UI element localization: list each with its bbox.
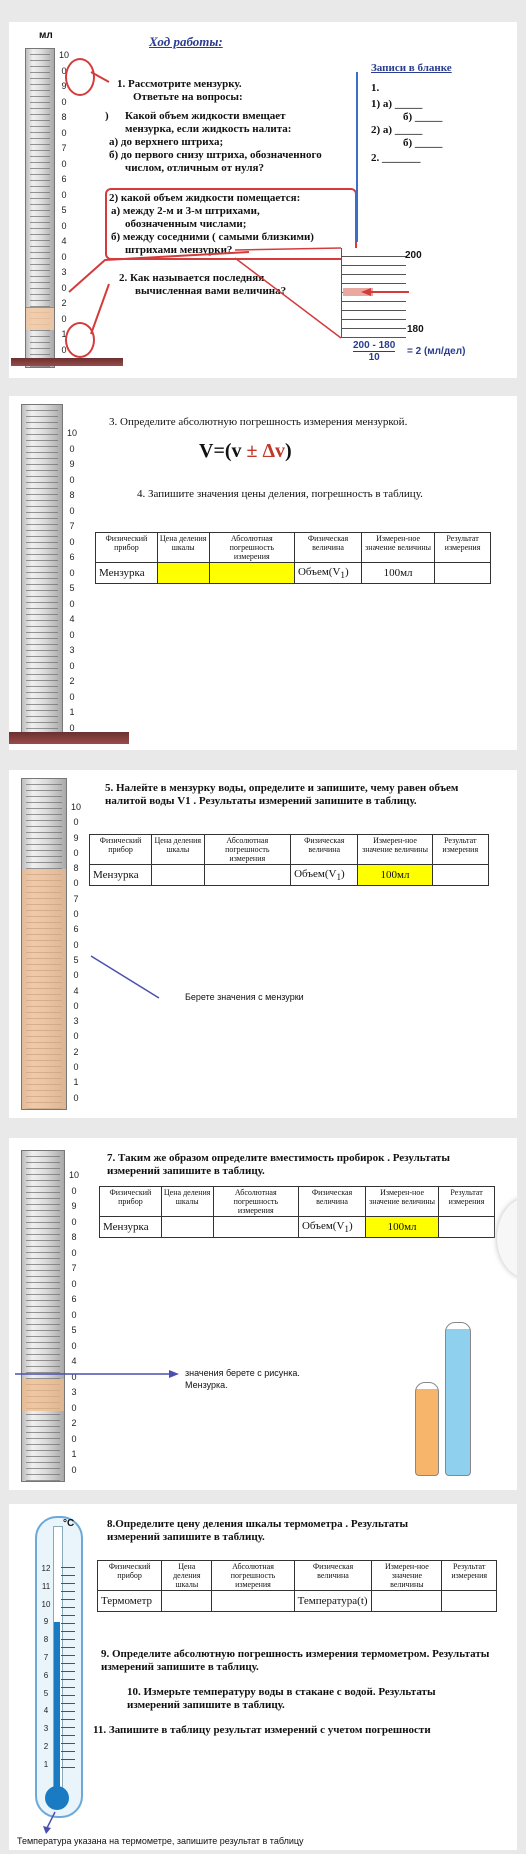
q1-line-3: б) до первого снизу штриха, обозначенного (109, 149, 322, 161)
scale-label: 0 (73, 939, 79, 950)
slide1-title: Ход работы: (149, 34, 223, 49)
scale-label: 6 (73, 924, 79, 935)
formula-numerator: 200 - 180 (353, 340, 396, 351)
scale-label: 1 (69, 707, 75, 717)
right-line-5: 2. _______ (371, 152, 421, 164)
scale-label: 0 (69, 474, 75, 485)
scale-label: 0 (71, 1402, 77, 1413)
q10-text: 10. Измерьте температуру воды в стакане с водой. Результаты измерений запишите в таблицу. (127, 1686, 436, 1711)
scale-label: 0 (71, 1247, 77, 1258)
formula-denominator: 10 (368, 352, 380, 363)
scale-label: 7 (69, 521, 75, 531)
scale-label: 0 (71, 1464, 77, 1475)
note-arrow (9, 1138, 517, 1490)
scale-label: 0 (61, 158, 67, 169)
scale-label: 11 (41, 1581, 51, 1591)
scale-label: 0 (61, 96, 67, 107)
scale-label: 9 (69, 459, 75, 469)
scale-label: 0 (73, 1092, 79, 1103)
scale-label: 0 (73, 1062, 79, 1073)
scale-label: 0 (71, 1185, 77, 1196)
scale-label: 0 (71, 1216, 77, 1227)
header-division: Цена деления шкалы (161, 1187, 213, 1217)
header-instrument: Физический прибор (90, 835, 152, 865)
cell-quantity: $Объем(V_1)$ (291, 865, 358, 886)
scale-label: 3 (71, 1387, 77, 1397)
right-title: Записи в бланке (371, 62, 452, 74)
scale-label: 8 (73, 863, 79, 874)
scale-label: 12 (41, 1564, 51, 1573)
scale-label: 10 (41, 1599, 51, 1609)
scale-label: 0 (69, 536, 75, 547)
scale-label: 5 (69, 583, 75, 593)
scale-label: 5 (73, 954, 79, 965)
test-tube-blue (445, 1322, 471, 1476)
scale-label: 4 (69, 614, 75, 624)
header-measured: Измерен-ное значение величины (362, 533, 435, 563)
table-row (96, 563, 491, 584)
scale-label: 1 (71, 1449, 77, 1459)
note-text-1: значения берете с рисунка. (185, 1368, 300, 1378)
scale-label: 8 (43, 1635, 49, 1645)
scale-label: 6 (43, 1670, 49, 1680)
scale-label: 0 (73, 817, 79, 828)
scale-label: 0 (61, 313, 67, 324)
header-result: Результат измерения (439, 1187, 495, 1217)
formula-result: = 2 (мл/дел) (407, 346, 466, 357)
q1-line-4: числом, отличным от нуля? (125, 162, 264, 174)
header-quantity: Физическая величина (294, 1561, 372, 1591)
scale-label: 8 (61, 112, 67, 122)
scale-label: 6 (69, 552, 75, 562)
note-text-2: Мензурка. (185, 1380, 228, 1390)
scale-label: 0 (73, 1031, 79, 1042)
scale-label: 0 (73, 909, 79, 920)
scale-label: 0 (69, 629, 75, 640)
scale-label: 7 (71, 1263, 77, 1273)
cylinder-base (9, 732, 129, 744)
header-error: Абсолютная погрешность измерения (213, 1187, 298, 1217)
scale-label: 0 (69, 598, 75, 609)
slide-4 (9, 1138, 517, 1490)
footer-text: Температура указана на термометре, запишите результат в таблицу (17, 1836, 304, 1846)
header-quantity: Физическая величина (298, 1187, 365, 1217)
scale-label: 0 (71, 1340, 77, 1351)
scale-label: 0 (61, 127, 67, 138)
zoom-label-bottom: 180 (407, 324, 424, 335)
scale-label: 7 (73, 893, 79, 904)
cell-measured: 100мл (366, 1217, 439, 1238)
celsius-label: °С (63, 1518, 75, 1529)
scale-label: 4 (71, 1356, 77, 1366)
header-instrument: Физический прибор (96, 533, 158, 563)
note-arrow (9, 770, 517, 1118)
header-instrument: Физический прибор (100, 1187, 162, 1217)
ml-unit-label: мл (39, 30, 53, 41)
header-division: Цена деления шкалы (157, 533, 209, 563)
q11-text: 11. Запишите в таблицу результат измерений с учетом погрешности (93, 1724, 431, 1736)
q5-text: 5. Налейте в мензурку воды, определите и запишите, чему равен объем налитой воды V1 . Результаты измерений запишите в таблицу. (105, 782, 459, 807)
scale-label: 8 (71, 1232, 77, 1242)
q1-line-0: Какой объем жидкости вмещает (125, 110, 286, 122)
header-measured: Измерен-ное значение величины (366, 1187, 439, 1217)
cell-instrument: Термометр (98, 1591, 162, 1612)
scale-label: 0 (61, 251, 67, 262)
scale-label: 2 (61, 298, 67, 308)
q3-text: 3. Определите абсолютную погрешность измерения мензуркой. (109, 416, 408, 428)
cylinder-scale (65, 426, 79, 736)
header-result: Результат измерения (442, 1561, 497, 1591)
q9-text: 9. Определите абсолютную погрешность измерения термометром. Результаты измерений запишите в таблицу. (101, 1648, 490, 1673)
slide-1 (9, 22, 517, 378)
cell-quantity: Температура(t) (294, 1591, 372, 1612)
q1-line-1: мензурка, если жидкость налита: (125, 123, 292, 135)
slide-3 (9, 770, 517, 1118)
scale-label: 6 (61, 174, 67, 184)
cell-measured: 100мл (358, 865, 432, 886)
scale-label: 2 (71, 1418, 77, 1428)
header-division: Цена деления шкалы (152, 835, 204, 865)
table-header-row (96, 533, 491, 563)
footer-arrow (9, 1504, 517, 1850)
header-measured: Измерен-ное значение величины (372, 1561, 442, 1591)
scale-label: 7 (43, 1652, 49, 1662)
scale-label: 7 (61, 143, 67, 153)
scale-label: 2 (69, 676, 75, 686)
scale-label: 0 (73, 1000, 79, 1011)
scale-label: 8 (69, 490, 75, 500)
header-error: Абсолютная погрешность измерения (209, 533, 294, 563)
q7-text: 7. Таким же образом определите вместимость пробирок . Результаты измерений запишите в таблицу. (107, 1152, 450, 1177)
scale-label: 4 (61, 236, 67, 246)
scale-label: 10 (70, 802, 81, 812)
right-line-4: б) _____ (403, 137, 443, 149)
right-line-2: б) _____ (403, 111, 443, 123)
q2-line-0: 2) какой объем жидкости помещается: (109, 192, 301, 204)
measuring-cylinder (21, 404, 63, 740)
scale-label: 9 (73, 832, 79, 843)
scale-label: 1 (73, 1077, 79, 1088)
results-table (95, 532, 491, 584)
scale-label: 0 (61, 220, 67, 231)
scale-label: 1 (61, 329, 67, 339)
header-result: Результат измерения (435, 533, 491, 563)
zoom-label-top: 200 (405, 250, 422, 261)
q1-line-2: а) до верхнего штриха; (109, 136, 224, 148)
scale-label: 0 (73, 847, 79, 858)
cell-division[interactable] (157, 563, 209, 584)
scale-label: 1 (43, 1759, 49, 1769)
formula-v: V=(v ± Δv) (199, 440, 292, 462)
scale-label: 9 (71, 1201, 77, 1211)
scale-label: 0 (69, 691, 75, 702)
scale-label: 0 (61, 65, 67, 76)
scale-label: 0 (61, 344, 67, 355)
scale-label: 6 (71, 1294, 77, 1304)
header-result: Результат измерения (432, 835, 488, 865)
q3-line-0: 2. Как называется последняя (119, 272, 265, 284)
scale-label: 0 (73, 878, 79, 889)
slide-2 (9, 396, 517, 750)
scale-label: 0 (71, 1278, 77, 1289)
q2-line-1: а) между 2-м и 3-м штрихами, (111, 205, 260, 217)
scale-label: 4 (43, 1706, 49, 1716)
scale-label: 0 (71, 1433, 77, 1444)
header-error: Абсолютная погрешность измерения (212, 1561, 294, 1591)
scale-label: 3 (69, 645, 75, 655)
cell-instrument: Мензурка (90, 865, 152, 886)
header-error: Абсолютная погрешность измерения (204, 835, 291, 865)
scale-label: 0 (61, 189, 67, 200)
q4-text: 4. Запишите значения цены деления, погрешность в таблицу. (137, 488, 423, 500)
right-line-3: 2) а) _____ (371, 124, 423, 136)
scale-label: 4 (73, 985, 79, 996)
scale-label: 0 (61, 282, 67, 293)
scale-label: 0 (69, 443, 75, 454)
slide-5 (9, 1504, 517, 1850)
cell-instrument: Мензурка (96, 563, 158, 584)
scale-label: 10 (68, 1170, 79, 1180)
header-instrument: Физический прибор (98, 1561, 162, 1591)
header-division: Цена деления шкалы (162, 1561, 212, 1591)
right-line-1: 1) а) _____ (371, 98, 423, 110)
scale-label: 0 (71, 1371, 77, 1382)
scale-label: 3 (43, 1724, 49, 1734)
scale-label: 0 (69, 567, 75, 578)
scale-label: 5 (61, 205, 67, 215)
scale-label: 3 (73, 1016, 79, 1027)
scale-label: 0 (69, 722, 75, 733)
q8-text: 8.Определите цену деления шкалы термометра . Результаты измерений запишите в таблицу. (107, 1518, 409, 1543)
q2-line-4: штрихами мензурки? (125, 244, 233, 256)
cell-error[interactable] (209, 563, 294, 584)
cell-quantity: $Объем(V_1)$ (294, 563, 361, 584)
scale-label: 0 (69, 505, 75, 516)
scale-label: 9 (61, 81, 67, 91)
q1-title: 1. Рассмотрите мензурку. (117, 78, 242, 90)
note-text: Берете значения с мензурки (185, 992, 304, 1002)
scale-label: 0 (71, 1309, 77, 1320)
header-quantity: Физическая величина (294, 533, 361, 563)
test-tube-orange (415, 1382, 439, 1476)
q1-sub: Ответьте на вопросы: (133, 91, 243, 103)
cell-measured: 100мл (362, 563, 435, 584)
scale-label: 5 (43, 1688, 49, 1698)
scale-label: 10 (58, 50, 69, 60)
scale-label: 0 (73, 970, 79, 981)
cell-instrument: Мензурка (100, 1217, 162, 1238)
arrows-overlay (9, 22, 517, 378)
cell-quantity: $Объем(V_1)$ (298, 1217, 365, 1238)
header-measured: Измерен-ное значение величины (358, 835, 432, 865)
q2-line-2: обозначенным числами; (125, 218, 247, 230)
scale-label: 3 (61, 267, 67, 277)
scale-label: 10 (66, 428, 77, 438)
q3-line-1: вычисленная вами величина? (135, 285, 287, 297)
scale-label: 9 (43, 1617, 49, 1627)
scale-label: 5 (71, 1325, 77, 1335)
q1-bracket: ) (105, 110, 109, 122)
q2-line-3: б) между соседними ( самыми близкими) (111, 231, 314, 243)
cell-result[interactable] (435, 563, 491, 584)
scale-label: 2 (73, 1046, 79, 1057)
scale-label: 0 (69, 660, 75, 671)
right-line-0: 1. (371, 82, 380, 94)
scale-label: 2 (43, 1741, 49, 1751)
header-quantity: Физическая величина (291, 835, 358, 865)
